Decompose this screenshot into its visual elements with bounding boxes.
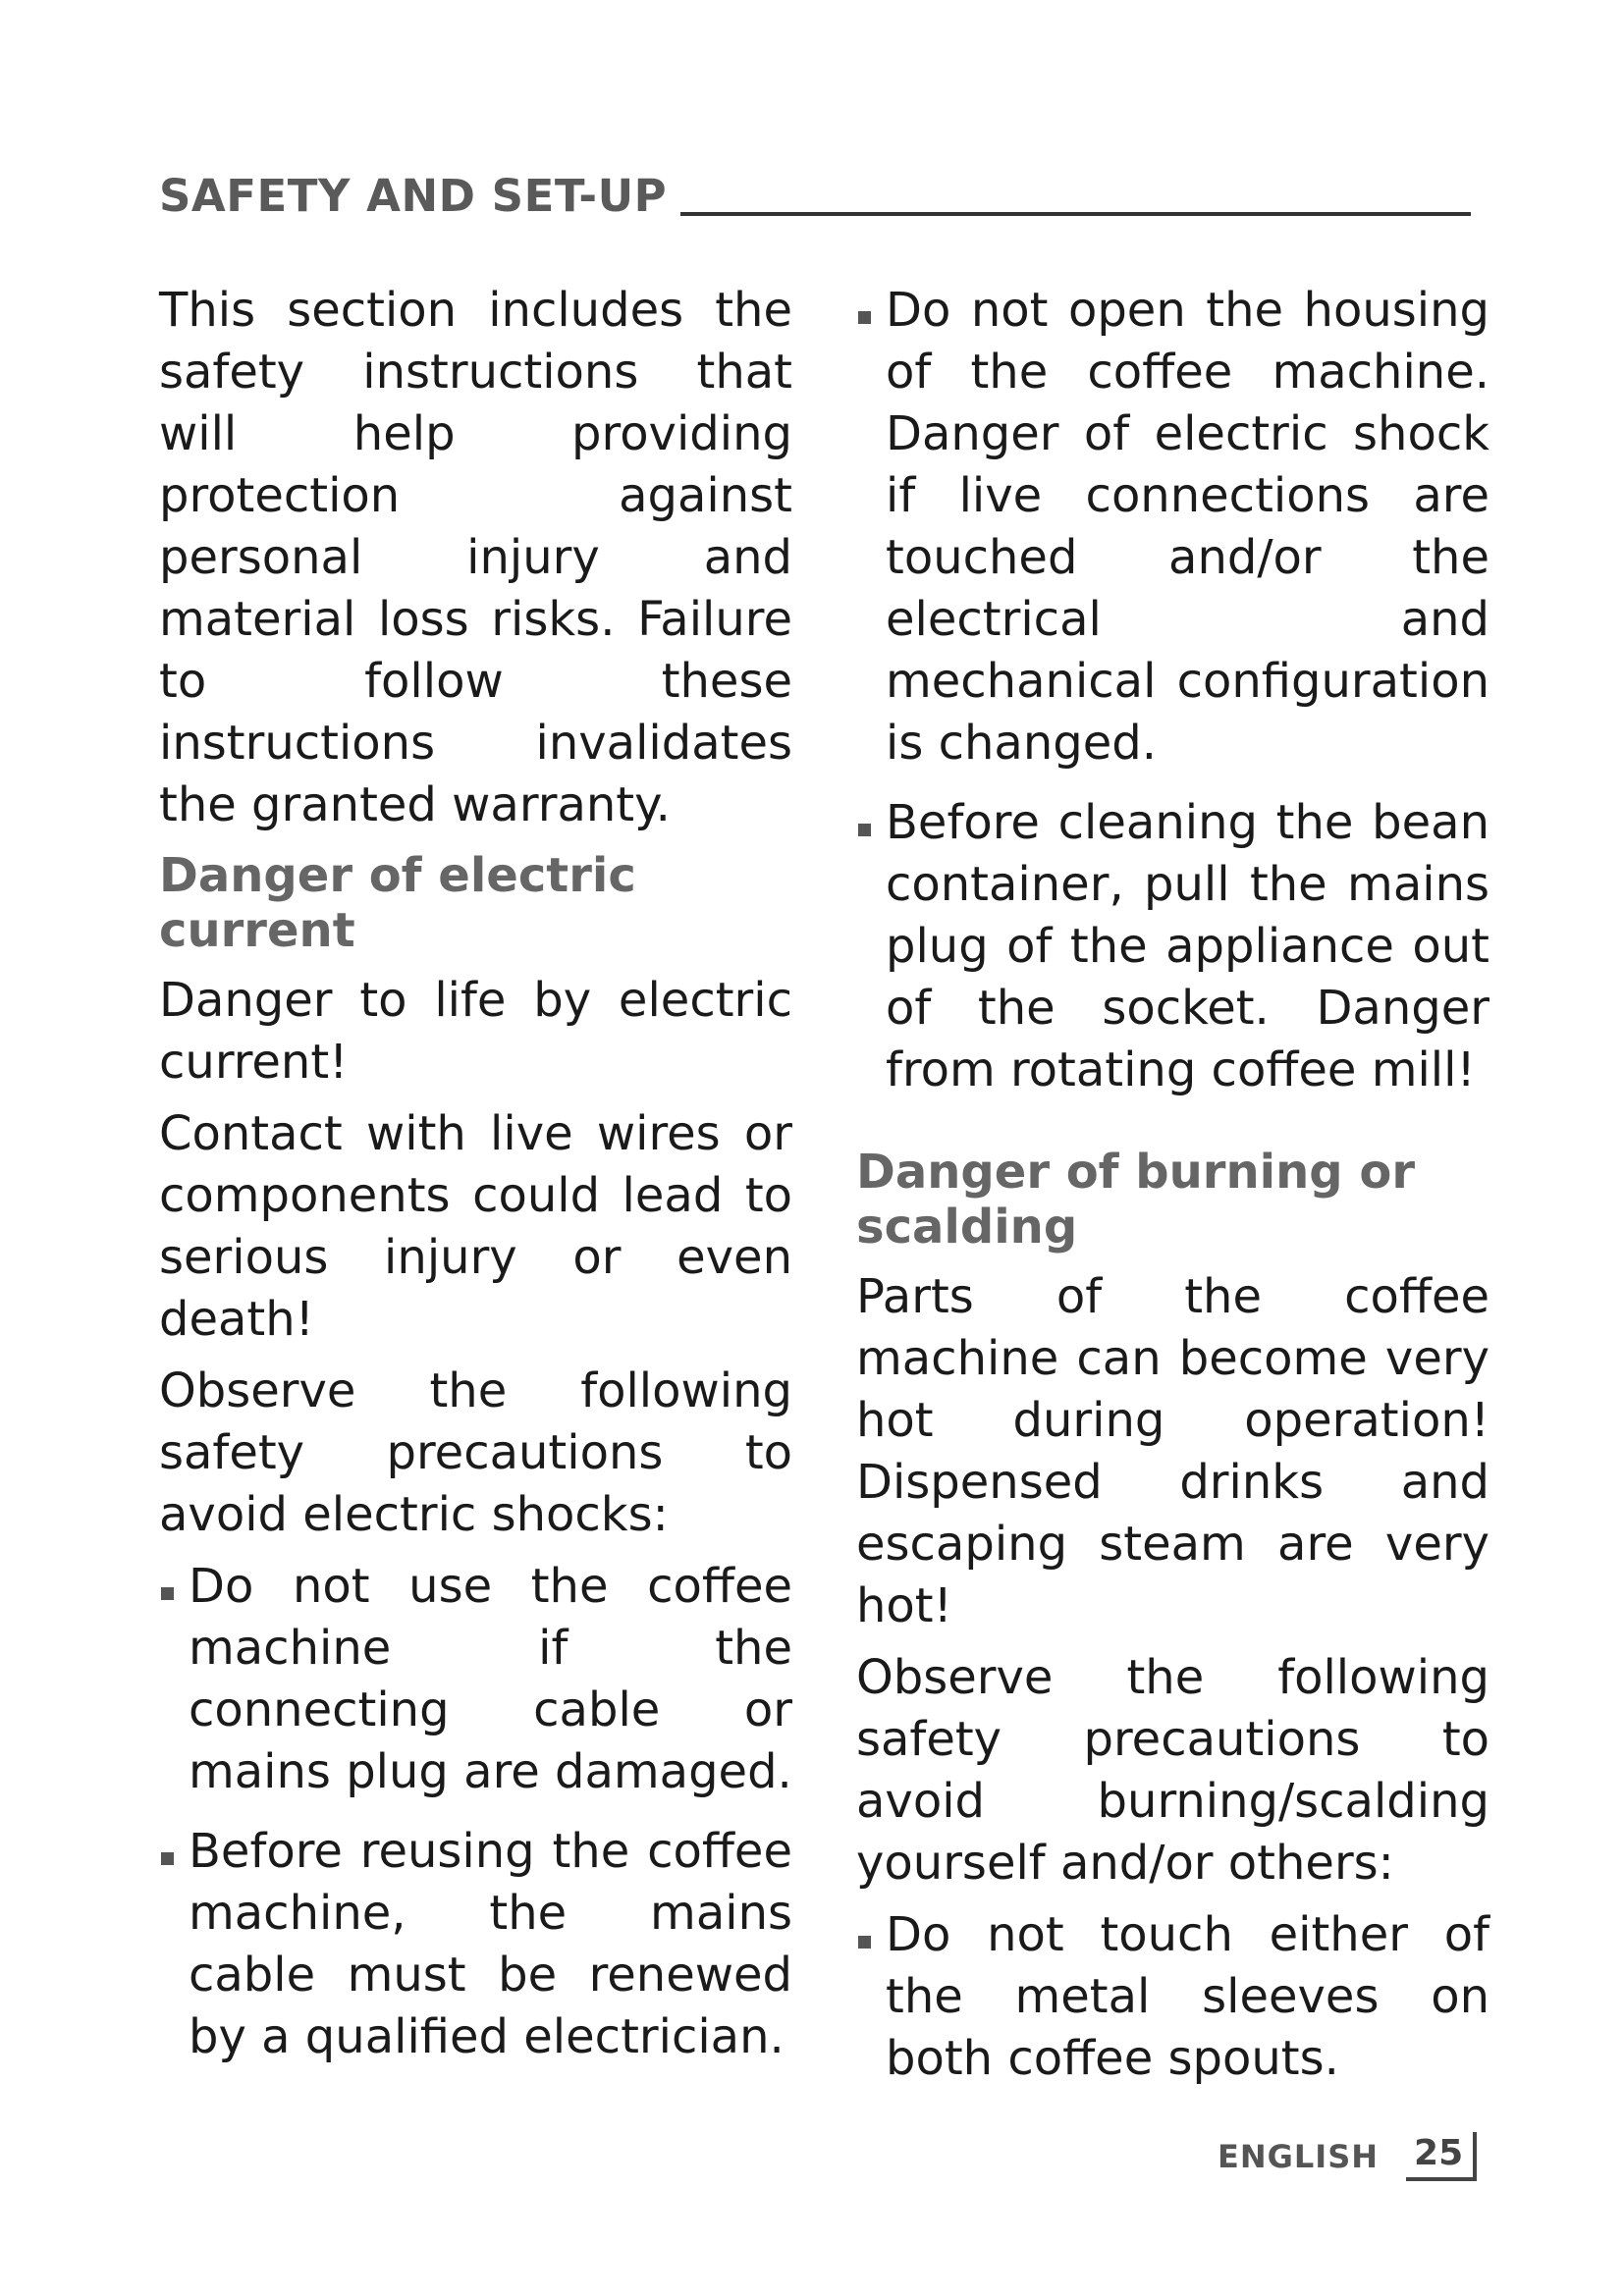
bullet-item (159, 1821, 792, 2068)
burning-danger-heading: Danger of burning or scalding (856, 1145, 1415, 1255)
bullet-text: Before cleaning the bean container, pull the mains plug of the appliance out of the socket. Danger from rotating coffee mill! (886, 795, 1489, 1097)
page-number: 25 (1406, 2132, 1477, 2181)
burning-danger-paragraph-1: Parts of the coffee machine can become very hot during operation! Dispensed drinks and escaping steam are very hot! (856, 1269, 1489, 1633)
electric-danger-paragraph-2: Contact with live wires or components could lead to serious injury or even death! (159, 1106, 792, 1347)
footer-language: ENGLISH (1218, 2138, 1380, 2175)
bullet-item (856, 280, 1489, 774)
left-column (159, 280, 792, 2086)
bullet-text: Do not touch either of the metal sleeves on both coffee spouts. (886, 1907, 1489, 2086)
section-title-rule (680, 212, 1471, 216)
bullet-item (856, 792, 1489, 1101)
burning-danger-paragraph-2: Observe the following safety precautions to avoid burning/scalding yourself and/or others: (856, 1650, 1489, 1891)
bullet-item (856, 1904, 1489, 2090)
bullet-item (159, 1556, 792, 1803)
section-title: SAFETY AND SET-UP (159, 170, 668, 222)
bullet-text: Do not use the coffee machine if the connecting cable or mains plug are damaged. (189, 1559, 792, 1799)
right-column (856, 280, 1489, 2108)
electric-danger-paragraph-3: Observe the following safety precautions to avoid electric shocks: (159, 1363, 792, 1542)
section-header (159, 157, 1471, 222)
square-bullet-icon (858, 824, 871, 836)
bullet-text: Do not open the housing of the coffee machine. Danger of electric shock if live connections are touched and/or the electrical and mechanical configuration is changed. (886, 283, 1489, 771)
electric-danger-heading: Danger of electric current (159, 848, 636, 958)
square-bullet-icon (161, 1852, 174, 1865)
page-footer (1218, 2122, 1477, 2191)
square-bullet-icon (161, 1587, 174, 1600)
intro-paragraph: This section includes the safety instructions that will help providing protection against personal injury and material loss risks. Failure to follow these instructions invalidates the granted warranty. (159, 283, 792, 832)
square-bullet-icon (858, 311, 871, 324)
square-bullet-icon (858, 1936, 871, 1949)
electric-danger-paragraph-1: Danger to life by electric current! (159, 973, 792, 1090)
bullet-text: Before reusing the coffee machine, the mains cable must be renewed by a qualified electrician. (189, 1824, 792, 2064)
